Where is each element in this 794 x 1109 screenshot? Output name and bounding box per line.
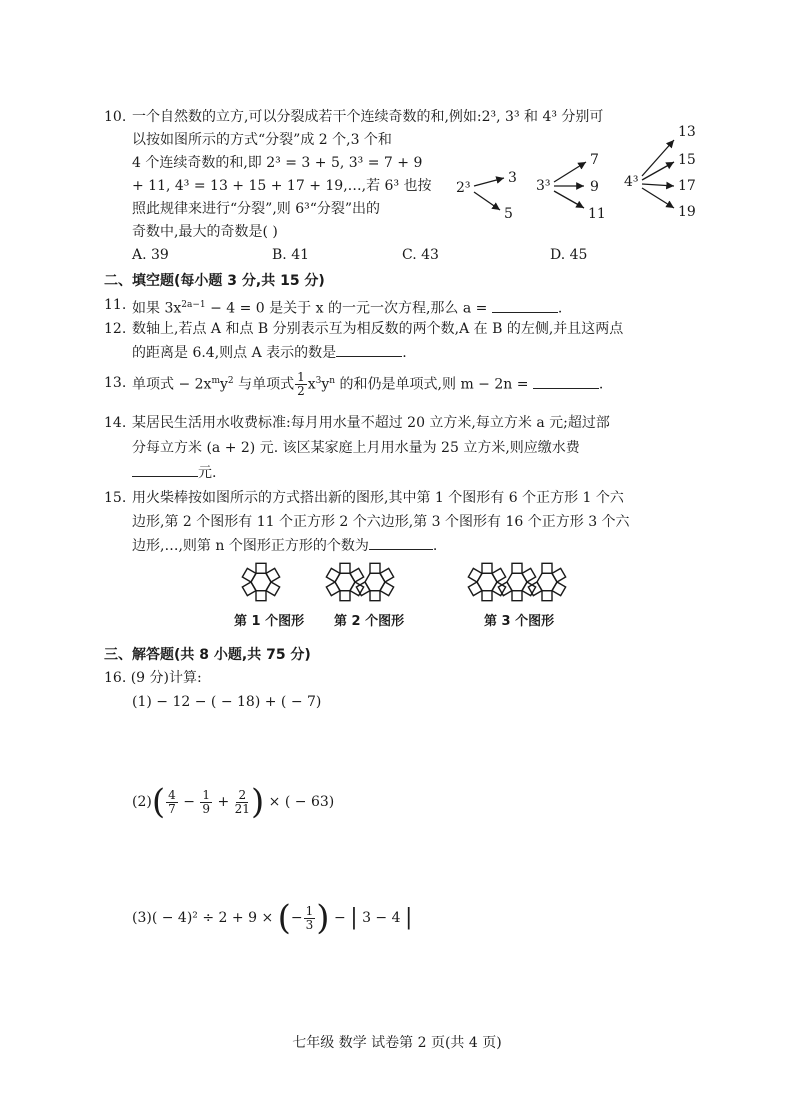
- q12-line1: 数轴上,若点 A 和点 B 分别表示互为相反数的两个数,A 在 B 的左侧,并且这两点: [132, 321, 624, 337]
- section-solve-heading: 三、解答题(共 8 小题,共 75 分): [104, 647, 311, 663]
- q10-line6: 奇数中,最大的奇数是( ): [132, 224, 278, 240]
- fig3-square: [468, 568, 482, 582]
- n4-c: 17: [678, 178, 696, 194]
- fig3-square: [552, 582, 566, 596]
- fig3-square: [542, 563, 552, 573]
- q16-part2: (2)( $\frac{4}{7}$ − $\frac{1}{9}$ + $\frac{2}{21}$ ) × ( − 63): [132, 782, 335, 822]
- fig3-square: [512, 591, 522, 601]
- n4-d: 19: [678, 204, 696, 220]
- fig1-square: [242, 582, 256, 596]
- q14-line1: 某居民生活用水收费标准:每月用水量不超过 20 立方米,每立方米 a 元;超过部: [132, 415, 610, 431]
- matchstick-figures: [225, 554, 585, 610]
- figure-caption-2: 第 2 个图形: [334, 614, 405, 629]
- q12-number: 12.: [104, 321, 127, 337]
- q11-answer-blank[interactable]: [492, 298, 558, 313]
- q10-option-a[interactable]: A. 39: [132, 247, 169, 263]
- q10-number: 10.: [104, 109, 127, 125]
- n3-b: 9: [590, 179, 599, 195]
- q10-line4: + 11, 4³ = 13 + 15 + 17 + 19,…,若 6³ 也按: [132, 178, 432, 194]
- fig3-square: [482, 563, 492, 573]
- figure-caption-3: 第 3 个图形: [484, 614, 555, 629]
- page-footer: 七年级 数学 试卷第 2 页(共 4 页): [292, 1035, 502, 1051]
- q15-line3: 边形,…,则第 n 个图形正方形的个数为 .: [132, 535, 437, 557]
- q15-answer-blank[interactable]: [369, 535, 433, 550]
- q14-line2: 分每立方米 (a + 2) 元. 该区某家庭上月用水量为 25 立方米,则应缴水费: [132, 440, 580, 456]
- fig2-square: [350, 568, 364, 582]
- cube-split-diagram: [450, 120, 710, 230]
- fig2-square: [380, 582, 394, 596]
- q15-number: 15.: [104, 490, 127, 506]
- fig3-square: [522, 568, 536, 582]
- fig3-square: [468, 582, 482, 596]
- base-4-cube: 4³: [624, 174, 639, 190]
- fig2-square: [380, 568, 394, 582]
- q13-answer-blank[interactable]: [533, 374, 599, 389]
- q10-line3: 4 个连续奇数的和,即 2³ = 3 + 5, 3³ = 7 + 9: [132, 155, 423, 171]
- fig3-square: [512, 563, 522, 573]
- figure-caption-1: 第 1 个图形: [234, 614, 305, 629]
- q15-line1: 用火柴棒按如图所示的方式搭出新的图形,其中第 1 个图形有 6 个正方形 1 个六: [132, 490, 624, 506]
- q16-part1: (1) − 12 − ( − 18) + ( − 7): [132, 694, 322, 710]
- n3-a: 7: [590, 152, 599, 168]
- q10-line1: 一个自然数的立方,可以分裂成若干个连续奇数的和,例如:2³, 3³ 和 4³ 分别可: [132, 109, 604, 125]
- q16-heading: 16. (9 分)计算:: [104, 670, 202, 686]
- fig2-square: [370, 563, 380, 573]
- fig3-square: [492, 568, 506, 582]
- n2-a: 3: [508, 170, 517, 186]
- q16-part3: (3)( − 4)² ÷ 2 + 9 × (− $\frac{1}{3}$ ) − | 3 − 4 |: [132, 898, 413, 938]
- fig1-square: [256, 591, 266, 601]
- n4-b: 15: [678, 152, 696, 168]
- q10-option-d[interactable]: D. 45: [550, 247, 588, 263]
- section-fill-in-blank-heading: 二、填空题(每小题 3 分,共 15 分): [104, 273, 325, 289]
- q13-number: 13.: [104, 375, 127, 391]
- base-2-cube: 2³: [456, 180, 471, 196]
- fig2-square: [340, 591, 350, 601]
- fig3-square: [482, 591, 492, 601]
- fig1-square: [266, 582, 280, 596]
- q13-fraction: $\frac{1}{2}$: [297, 370, 305, 399]
- q10-option-c[interactable]: C. 43: [402, 247, 439, 263]
- fig3-square: [552, 568, 566, 582]
- fig1-square: [266, 568, 280, 582]
- q11-number: 11.: [104, 297, 127, 313]
- q14-line3: 元.: [132, 462, 216, 484]
- fig1-square: [256, 563, 266, 573]
- n2-b: 5: [504, 206, 513, 222]
- q11-text: 如果 $3x^{2a-1} - 4 = 0$ 是关于 x 的一元一次方程,那么 a = .: [132, 294, 562, 320]
- q14-number: 14.: [104, 415, 127, 431]
- q12-answer-blank[interactable]: [336, 342, 402, 357]
- base-3-cube: 3³: [536, 178, 551, 194]
- fig2-square: [370, 591, 380, 601]
- q10-line2: 以按如图所示的方式“分裂”成 2 个,3 个和: [132, 132, 392, 148]
- fig3-square: [542, 591, 552, 601]
- fig2-square: [326, 582, 340, 596]
- fig2-square: [340, 563, 350, 573]
- q10-option-b[interactable]: B. 41: [272, 247, 310, 263]
- q12-line2: 的距离是 6.4,则点 A 表示的数是 .: [132, 342, 407, 364]
- n4-a: 13: [678, 124, 696, 140]
- fig1-square: [242, 568, 256, 582]
- n3-c: 11: [588, 206, 606, 222]
- q15-line2: 边形,第 2 个图形有 11 个正方形 2 个六边形,第 3 个图形有 16 个正方形 3 个六: [132, 514, 630, 530]
- q13-text: 单项式 − $2x^my^2$ 与单项式 $\frac{1}{2}$ $x^3y^n$ 的和仍是单项式,则 m − 2n = .: [132, 370, 604, 399]
- q14-answer-blank[interactable]: [132, 462, 198, 477]
- fig2-square: [326, 568, 340, 582]
- q10-line5: 照此规律来进行“分裂”,则 6³“分裂”出的: [132, 201, 381, 217]
